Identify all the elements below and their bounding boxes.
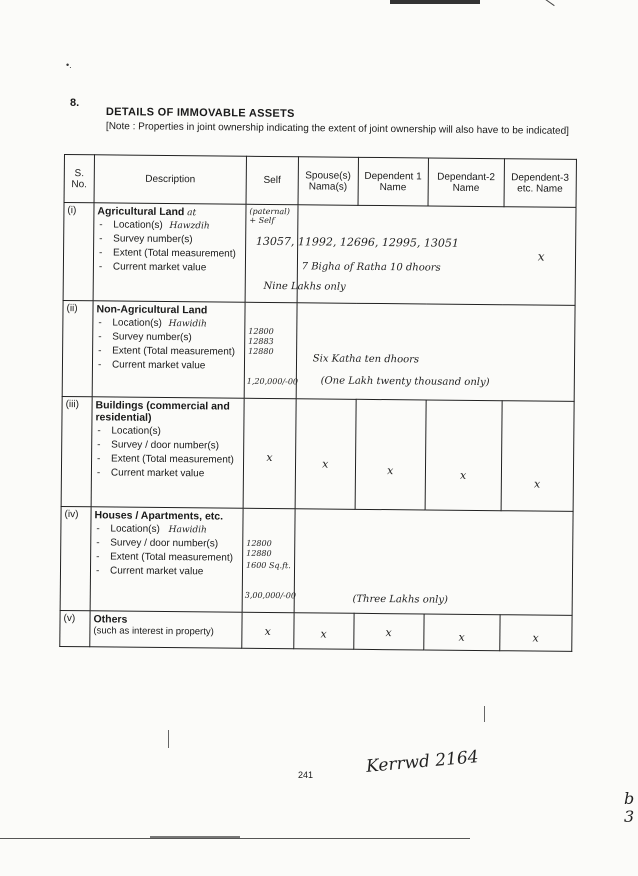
value-words-handwritten: (Three Lakhs only) xyxy=(352,593,448,606)
value-handwritten: 1,20,000/-00 xyxy=(246,376,299,387)
row-description xyxy=(90,611,242,648)
row-dependent-3 xyxy=(501,401,574,512)
row-heading-note: at xyxy=(187,208,197,219)
item-location: Location(s) xyxy=(110,523,160,535)
dep1-mark: x xyxy=(385,626,392,640)
extent-handwritten: Six Katha ten dhoors xyxy=(312,353,420,366)
edge-handwriting: b 3 xyxy=(624,789,635,826)
row-self xyxy=(242,508,295,612)
item-survey: - Survey / door number(s) xyxy=(95,439,240,452)
item-extent: - Extent (Total measurement) xyxy=(95,453,240,466)
item-survey: - Survey number(s) xyxy=(96,331,241,344)
extent-handwritten: 7 Bigha of Ratha 10 dhoors xyxy=(301,261,441,274)
row-sno: (iv) xyxy=(60,506,91,610)
item-location: - Location(s) xyxy=(95,425,240,438)
item-survey: - Survey number(s) xyxy=(97,233,242,246)
item-survey: - Survey / door number(s) xyxy=(94,537,239,550)
location-handwritten: Hawidih xyxy=(168,319,207,330)
item-value: - Current market value xyxy=(97,261,242,274)
section-title: DETAILS OF IMMOVABLE ASSETS xyxy=(105,106,295,120)
item-extent: - Extent (Total measurement) xyxy=(97,247,242,260)
dep3-mark: x xyxy=(533,477,541,491)
section-note: [Note : Properties in joint ownership indicating the extent of joint ownership will also have to be indicated] xyxy=(105,121,570,137)
row-sno: (v) xyxy=(60,610,90,646)
self-note: (paternal) + Self xyxy=(249,206,290,226)
table-header-row xyxy=(64,155,576,208)
row-dependent-3 xyxy=(500,615,572,652)
header-self: Self xyxy=(246,156,298,204)
row-span-values xyxy=(296,303,575,402)
table-row xyxy=(62,300,575,401)
spouse-mark: x xyxy=(322,457,329,471)
dep1-mark: x xyxy=(387,464,394,478)
survey-handwritten: 12800 12880 xyxy=(246,538,272,559)
assets-table xyxy=(59,154,576,652)
self-mark: x xyxy=(264,624,271,639)
location-handwritten: Hawzdih xyxy=(169,221,210,232)
row-dependent-2 xyxy=(424,614,500,651)
row-sno: (ii) xyxy=(62,300,93,396)
header-dependent-3: Dependent-3 etc. Name xyxy=(504,159,576,208)
value-handwritten: 3,00,000/-00 xyxy=(244,590,297,601)
scan-artifact-tick xyxy=(168,730,169,748)
row-description xyxy=(92,301,245,398)
survey-handwritten: 13057, 11992, 12696, 12995, 13051 xyxy=(255,234,459,250)
row-dependent-1 xyxy=(354,613,424,650)
scan-artifact xyxy=(539,0,554,6)
row-spouse xyxy=(295,399,356,510)
scan-artifact-tick xyxy=(484,706,485,722)
dep2-mark: x xyxy=(460,468,467,482)
item-value: - Current market value xyxy=(94,565,239,578)
signature: Kerrwd 2164 xyxy=(365,747,480,777)
value-handwritten: Nine Lakhs only xyxy=(263,280,346,293)
self-mark: x xyxy=(266,450,273,465)
scan-artifact-bottom xyxy=(0,838,470,839)
item-location: Location(s) xyxy=(112,317,162,329)
row-heading: Agricultural Land xyxy=(97,205,185,219)
item-value: - Current market value xyxy=(95,467,240,480)
section-number: 8. xyxy=(70,97,80,109)
header-dependent-1: Dependent 1 Name xyxy=(358,157,428,206)
scan-artifact-top xyxy=(390,0,480,4)
row-description xyxy=(90,507,243,612)
stray-mark: •. xyxy=(66,60,72,70)
row-self xyxy=(243,398,296,508)
row-dependent-1 xyxy=(355,399,426,510)
row-spouse xyxy=(294,613,354,650)
location-handwritten: Hawidih xyxy=(168,525,207,536)
row-heading: Buildings (commercial and residential) xyxy=(95,399,230,424)
table-row xyxy=(60,506,573,615)
dep3-mark: x xyxy=(532,631,539,645)
row-description xyxy=(93,203,246,302)
spouse-mark: x xyxy=(320,627,327,641)
table-row xyxy=(60,610,572,651)
row-self xyxy=(242,612,294,648)
item-extent: - Extent (Total measurement) xyxy=(94,551,239,564)
value-words-handwritten: (One Lakh twenty thousand only) xyxy=(320,375,490,389)
scan-artifact-bottom-dash xyxy=(150,836,240,838)
header-sno: S. No. xyxy=(64,155,94,203)
row-description xyxy=(91,397,244,508)
row-span-values xyxy=(294,509,573,616)
header-dependent-2: Dependant-2 Name xyxy=(428,158,504,207)
extent-handwritten: 1600 Sq.ft. xyxy=(246,560,291,571)
assets-table-wrap xyxy=(59,154,576,652)
dep2-mark: x xyxy=(458,630,465,644)
row-heading: Others xyxy=(93,613,128,626)
row-subheading: (such as interest in property) xyxy=(93,625,214,638)
item-value: - Current market value xyxy=(96,359,241,372)
row-self xyxy=(244,302,297,398)
row-heading: Houses / Apartments, etc. xyxy=(94,509,224,523)
row-sno: (iii) xyxy=(61,396,92,506)
survey-handwritten: 12800 12883 12880 xyxy=(248,326,274,357)
header-spouse: Spouse(s) Nama(s) xyxy=(298,157,358,206)
row-heading: Non-Agricultural Land xyxy=(96,303,208,317)
header-description: Description xyxy=(94,155,246,204)
row-sno: (i) xyxy=(63,203,94,301)
row-dependent-2 xyxy=(425,400,502,511)
table-row xyxy=(61,396,574,511)
item-location: Location(s) xyxy=(113,219,163,231)
item-extent: - Extent (Total measurement) xyxy=(96,345,241,358)
table-row xyxy=(63,203,576,306)
page-number: 241 xyxy=(298,770,314,780)
dep3-mark: x xyxy=(537,249,545,264)
